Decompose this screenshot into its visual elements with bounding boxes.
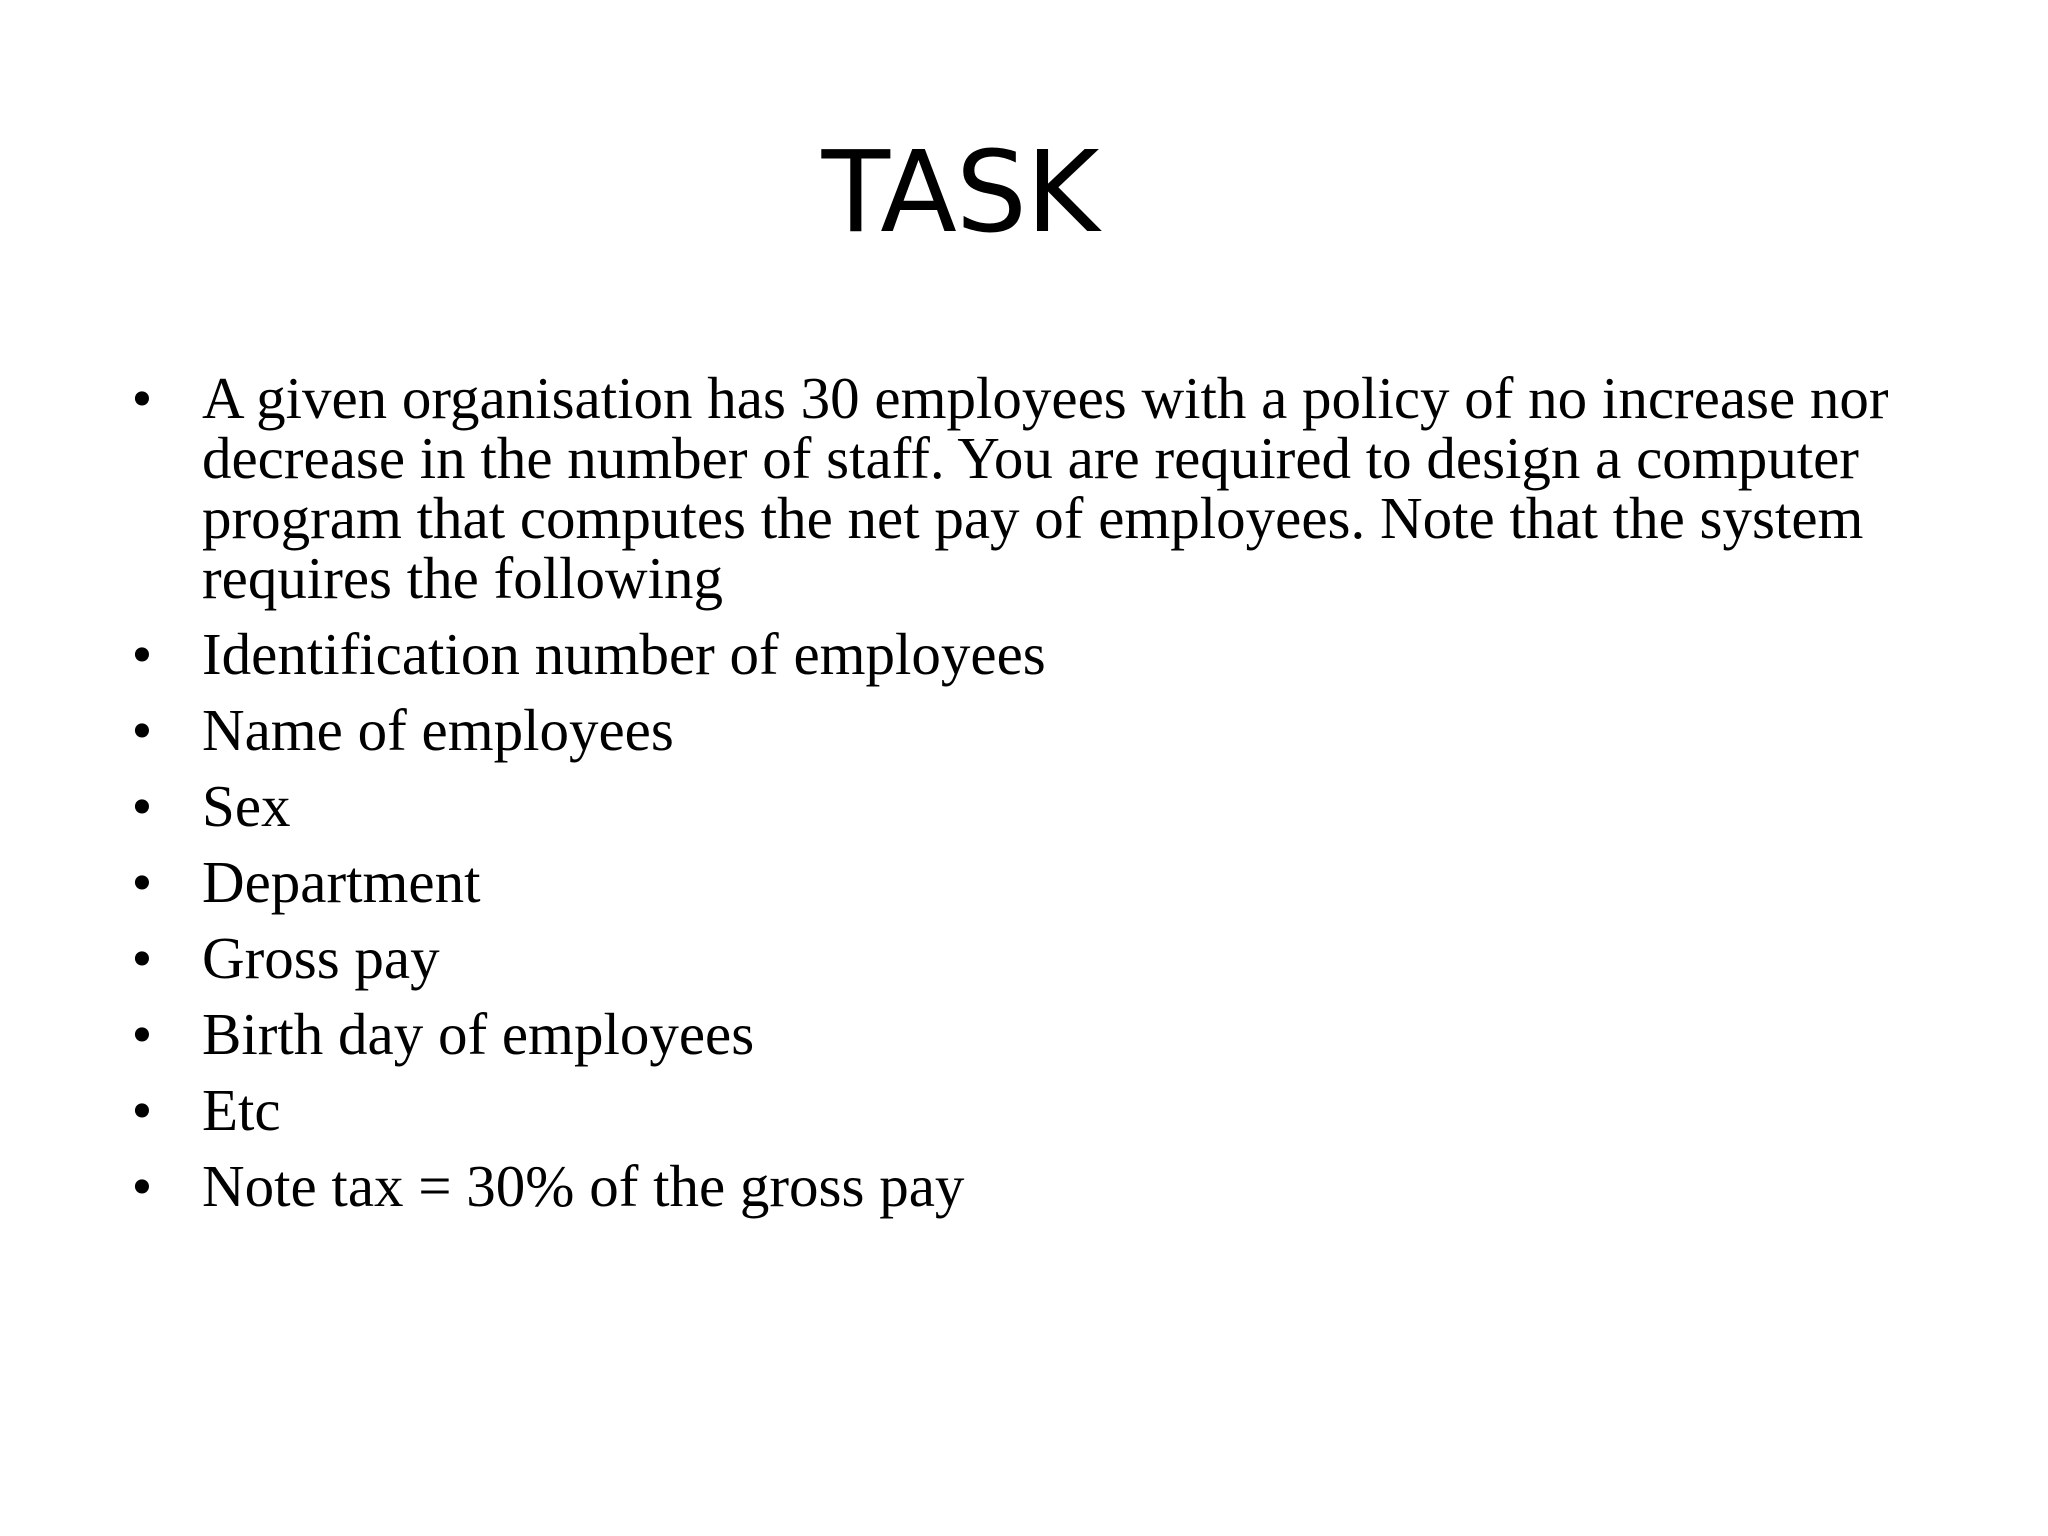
bullet-icon: • xyxy=(131,1153,153,1219)
bullet-text: Etc xyxy=(202,1077,281,1143)
bullet-icon: • xyxy=(131,1077,153,1143)
bullet-text: A given organisation has 30 employees with a policy of no increase nor decrease in the number of staff. You are required to design a computer program that computes the net pay of employees. Note that the system requires the following xyxy=(202,365,1889,611)
bullet-text: Gross pay xyxy=(202,925,440,991)
bullet-text: Name of employees xyxy=(202,697,674,763)
bullet-icon: • xyxy=(131,365,153,431)
bullet-text: Sex xyxy=(202,773,291,839)
bullet-item xyxy=(122,365,1922,611)
bullet-item xyxy=(122,1001,1922,1067)
bullet-list xyxy=(122,365,1922,1232)
bullet-text: Department xyxy=(202,849,481,915)
bullet-icon: • xyxy=(131,925,153,991)
bullet-item xyxy=(122,925,1922,991)
bullet-text: Note tax = 30% of the gross pay xyxy=(202,1153,965,1219)
bullet-icon: • xyxy=(131,849,153,915)
bullet-text: Identification number of employees xyxy=(202,621,1046,687)
bullet-icon: • xyxy=(131,697,153,763)
bullet-item xyxy=(122,697,1922,763)
bullet-icon: • xyxy=(131,773,153,839)
bullet-item xyxy=(122,1077,1922,1143)
bullet-icon: • xyxy=(131,1001,153,1067)
bullet-text: Birth day of employees xyxy=(202,1001,755,1067)
bullet-icon: • xyxy=(131,621,153,687)
slide-title: TASK xyxy=(821,128,1099,258)
bullet-item xyxy=(122,849,1922,915)
bullet-item xyxy=(122,773,1922,839)
bullet-item xyxy=(122,621,1922,687)
bullet-item xyxy=(122,1153,1922,1219)
